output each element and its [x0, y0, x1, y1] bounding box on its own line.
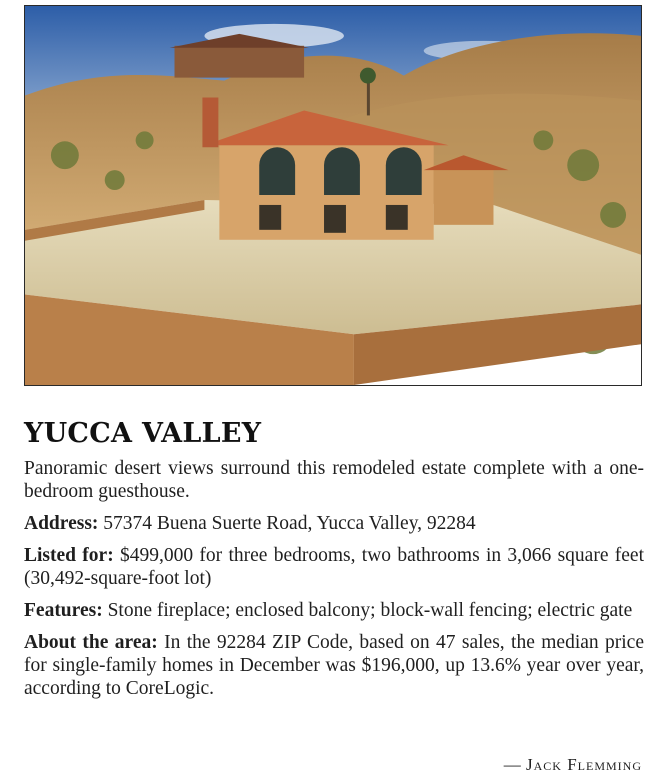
listing-photo — [24, 5, 642, 386]
area-label: About the area: — [24, 632, 158, 653]
listing-price — [24, 544, 644, 590]
listing-features — [24, 599, 644, 622]
features-label: Features: — [24, 600, 103, 621]
listing-headline: YUCCA VALLEY — [24, 418, 262, 449]
listing-description: Panoramic desert views surround this remodeled estate complete with a one-bedroom guesthouse. — [24, 458, 644, 502]
features-value: Stone fireplace; enclosed balcony; block-wall fencing; electric gate — [102, 600, 633, 621]
listed-value: $499,000 for three bedrooms, two bathrooms in 3,066 square feet (30,492-square-foot lot) — [24, 545, 645, 589]
house-photo-illustration — [25, 6, 641, 385]
byline-name: Jack Flemming — [526, 755, 642, 774]
address-label: Address: — [24, 513, 99, 534]
byline-dash: — — [503, 755, 527, 774]
listing-body — [24, 457, 644, 700]
area-value: In the 92284 ZIP Code, based on 47 sales, the median price for single-family homes in December was $196,000, up 13.6% year over year, according to CoreLogic. — [24, 632, 644, 699]
address-value: 57374 Buena Suerte Road, Yucca Valley, 92284 — [98, 513, 476, 534]
byline — [504, 755, 642, 775]
listing-area — [24, 631, 644, 700]
listed-label: Listed for: — [24, 545, 114, 566]
listing-address — [24, 512, 644, 535]
